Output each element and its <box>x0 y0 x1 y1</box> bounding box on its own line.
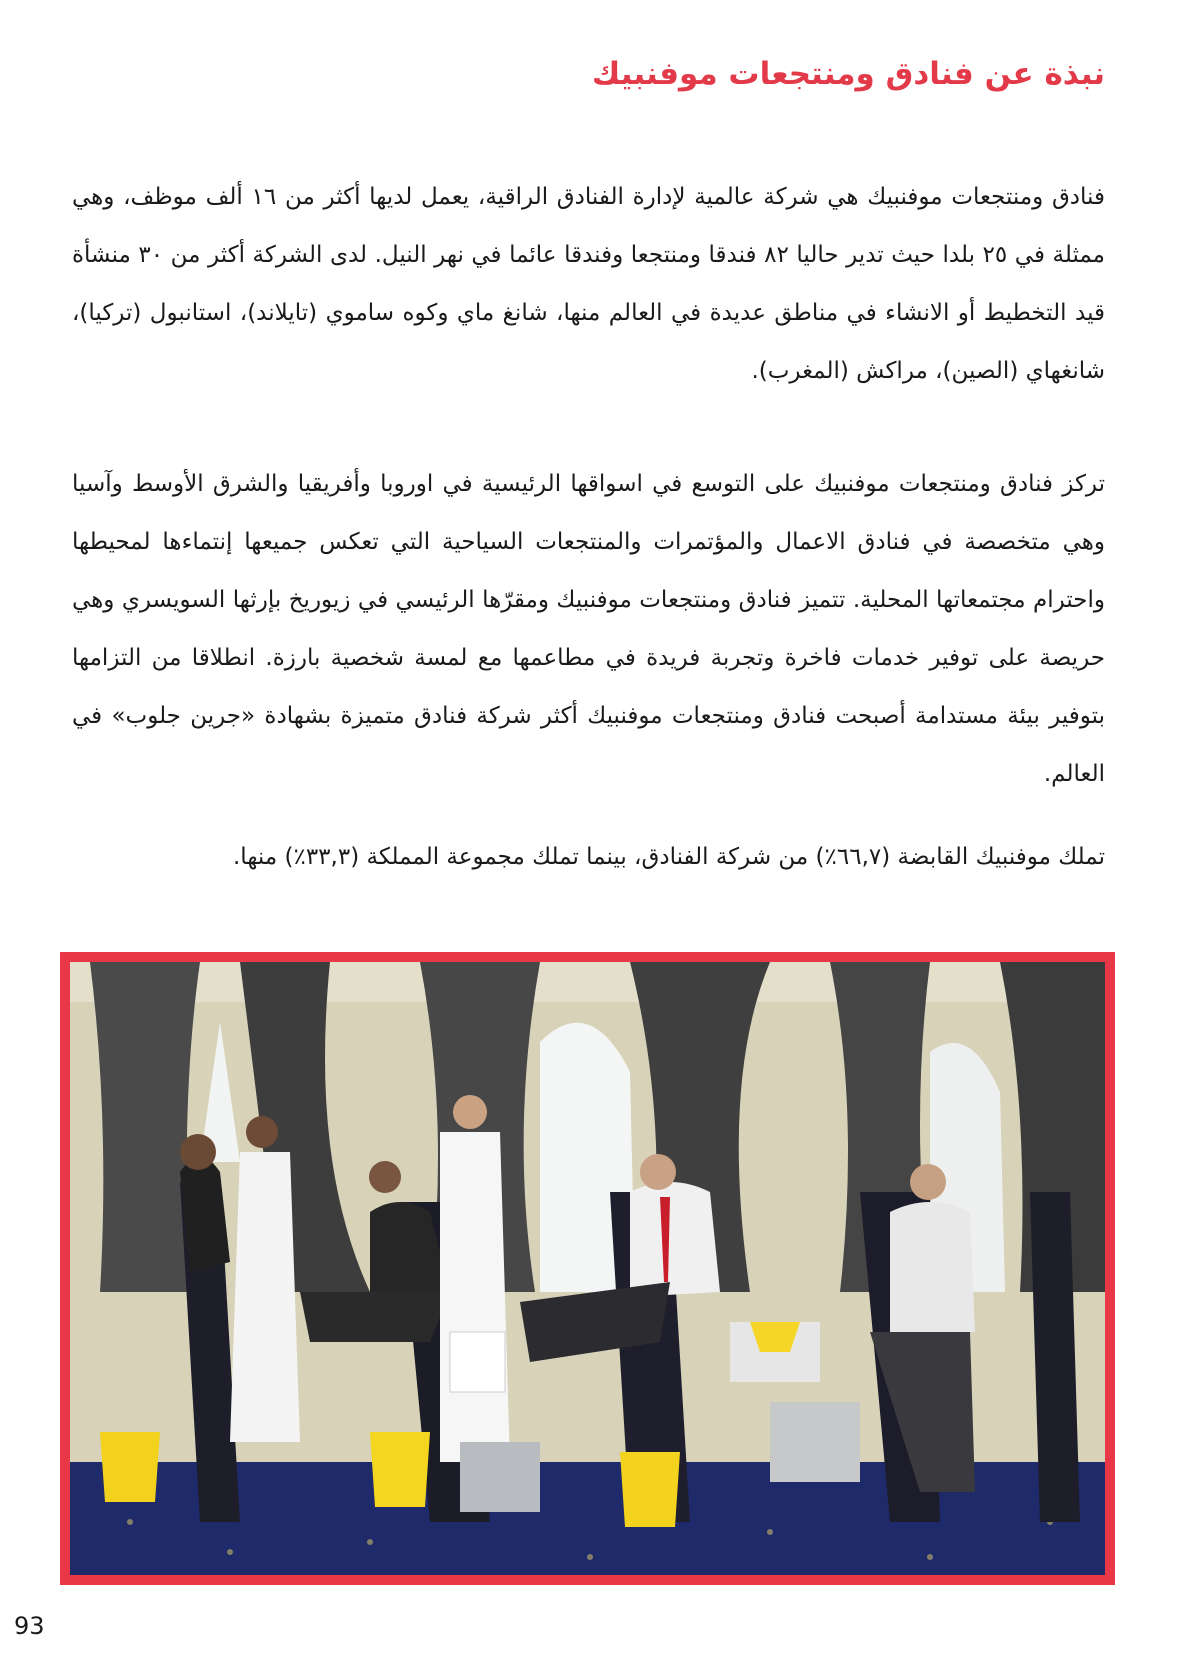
paragraph-ownership: تملك موفنبيك القابضة (٦٦,٧٪) من شركة الفنادق، بينما تملك مجموعة المملكة (٣٣,٣٪) منها. <box>233 844 1105 870</box>
page-number: 93 <box>14 1612 45 1640</box>
page-title: نبذة عن فنادق ومنتجعات موفنبيك <box>591 56 1105 92</box>
photo-frame <box>60 952 1115 1585</box>
blood-donation-photo <box>70 962 1105 1575</box>
paragraph-expansion: تركز فنادق ومنتجعات موفنبيك على التوسع في اسواقها الرئيسية في اوروبا وأفريقيا والشرق الأوسط وآسيا وهي متخصصة في فنادق الاعمال والمؤتمرات والمنتجعات السياحية التي تعكس جميعها إنتماءها لمحيطها واحترام مجتمعاتها المحلية. تتميز فنادق ومنتجعات موفنبيك ومقرّها الرئيسي في زيوريخ بإرثها السويسري وهي حريصة على توفير خدمات فاخرة وتجربة فريدة في مطاعمها مع لمسة شخصية بارزة. انطلاقا من التزامها بتوفير بيئة مستدامة أصبحت فنادق ومنتجعات موفنبيك أكثر شركة فنادق متميزة بشهادة «جرين جلوب» في العالم. <box>72 471 1105 787</box>
paragraph-overview: فنادق ومنتجعات موفنبيك هي شركة عالمية لإدارة الفنادق الراقية، يعمل لديها أكثر من ١٦ ألف موظف، وهي ممثلة في ٢٥ بلدا حيث تدير حاليا ٨٢ فندقا ومنتجعا وفندقا عائما في نهر النيل. لدى الشركة أكثر من ٣٠ منشأة قيد التخطيط أو الانشاء في مناطق عديدة في العالم منها، شانغ ماي وكوه ساموي (تايلاند)، استانبول (تركيا)، شانغهاي (الصين)، مراكش (المغرب). <box>72 184 1106 384</box>
